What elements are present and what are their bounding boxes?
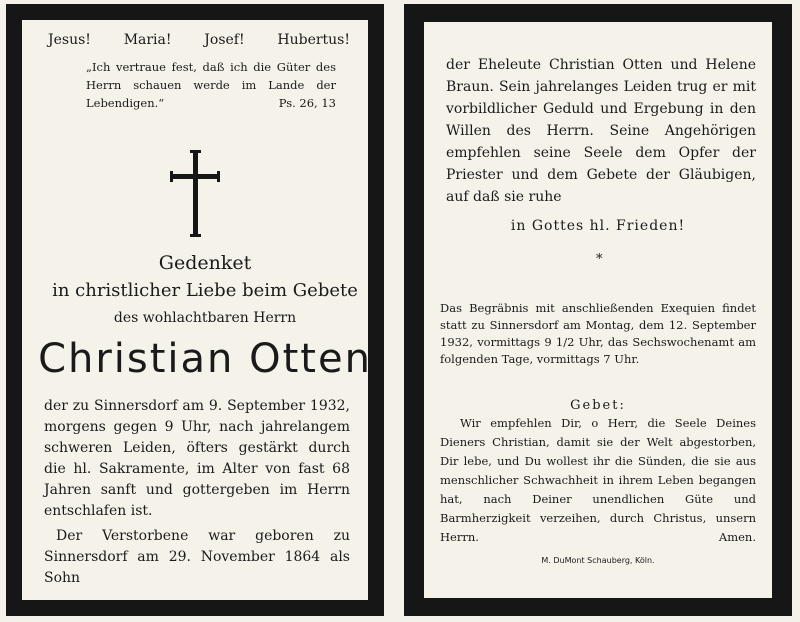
prayer-text: Wir empfehlen Dir, o Herr, die Seele Deines Dieners Christian, damit sie der Welt abgestorben, Dir lebe, und Du wollest ihr die Sünden, die sie aus menschlicher Schwachheit in ihrem Leben begangen hat, nach Deiner unendlichen Güte und Barmherzigkeit verzeihen, durch Christus, unsern Herrn. [440,416,756,544]
funeral-text: Das Begräbnis mit anschließenden Exequien findet statt zu Sinnersdorf am Montag, dem 12. September 1932, vormittags 9 1/2 Uhr, das Sechswochenamt am folgenden Tage, vormittags 7 Uhr. [440,301,756,366]
heading-wohlachtbar: des wohlachtbaren Herrn [113,310,297,326]
prayer [440,414,756,547]
invocation-line [48,32,350,48]
deceased-name: Christian Otten [38,336,372,382]
quote-text: „Ich vertraue fest, daß ich die Güter des Herrn schauen werde im Lande der Lebendigen.“ [86,60,336,110]
invocation-jesus: Jesus! [48,32,91,48]
asterisk-divider: * [596,252,603,267]
biography-birth: Der Verstorbene war geboren zu Sinnersdorf am 29. November 1864 als Sohn [44,528,350,586]
biography-death: der zu Sinnersdorf am 9. September 1932, morgens gegen 9 Uhr, nach jahrelangem schweren Leiden, öfters gestärkt durch die hl. Sakramente, im Alter von fast 68 Jahren sanft und gottergeben im Herrn entschlafen ist. [44,398,350,519]
cross-icon [170,150,220,240]
printer-credit: M. DuMont Schauberg, Köln. [541,556,655,565]
heading-gedenket: Gedenket [158,252,252,274]
prayer-amen: Amen. [718,530,756,544]
quote-reference: Ps. 26, 13 [278,96,336,110]
heading-liebe: in christlicher Liebe beim Gebete [52,280,358,301]
invocation-josef: Josef! [204,32,245,48]
funeral-notice [440,300,756,368]
peace-line: in Gottes hl. Frieden! [510,218,686,234]
biography-continued [446,54,756,208]
biography [44,396,350,589]
invocation-maria: Maria! [123,32,172,48]
psalm-quote [86,58,336,112]
invocation-hubertus: Hubertus! [277,32,350,48]
prayer-title: Gebet: [570,398,626,413]
continuation-text: der Eheleute Christian Otten und Helene Braun. Sein jahrelanges Leiden trug er mit vorbildlicher Geduld und Ergebung in den Willen des Herrn. Seine Angehörigen empfehlen seine Seele dem Opfer der Priester und dem Gebete der Gläubigen, auf daß sie ruhe [446,57,756,205]
